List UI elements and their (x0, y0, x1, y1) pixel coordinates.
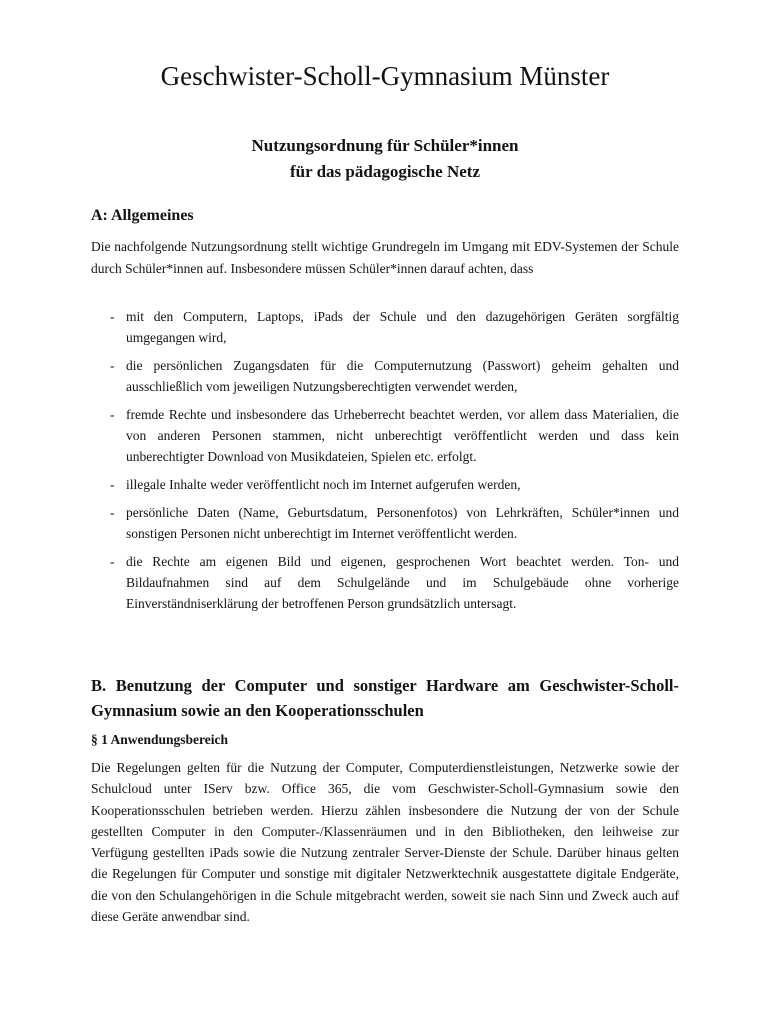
list-bullet: - (110, 505, 115, 520)
rules-list (91, 306, 679, 621)
section-a-heading: A: Allgemeines (91, 207, 194, 224)
section-a-intro: Die nachfolgende Nutzungsordnung stellt wichtige Grundregeln im Umgang mit EDV-Systemen der Schule durch Schüler*innen auf. Insbesondere müssen Schüler*innen darauf achten, dass (91, 239, 679, 276)
list-item (91, 502, 679, 544)
document-title-line-2: für das pädagogische Netz (290, 162, 480, 181)
document-title-line-1: Nutzungsordnung für Schüler*innen (251, 136, 519, 155)
list-item (91, 551, 679, 614)
document-title (0, 133, 770, 185)
list-item (91, 306, 679, 348)
list-item-text: die Rechte am eigenen Bild und eigenen, gesprochenen Wort beachtet werden. Ton- und Bildaufnahmen sind auf dem Schulgelände und im Schulgebäude ohne vorherige Einverständniserklärung der betroffenen Person grundsätzlich untersagt. (126, 554, 679, 611)
list-item-text: illegale Inhalte weder veröffentlicht noch im Internet aufgerufen werden, (126, 477, 521, 492)
list-item (91, 355, 679, 397)
list-item-text: persönliche Daten (Name, Geburtsdatum, Personenfotos) von Lehrkräften, Schüler*innen und sonstigen Personen nicht unberechtigt im Internet veröffentlicht werden. (126, 505, 679, 541)
list-item (91, 474, 679, 495)
list-bullet: - (110, 407, 115, 422)
list-bullet: - (110, 309, 115, 324)
list-item-text: die persönlichen Zugangsdaten für die Computernutzung (Passwort) geheim gehalten und ausschließlich vom jeweiligen Nutzungsberechtigten verwendet werden, (126, 358, 679, 394)
list-item-text: fremde Rechte und insbesondere das Urheberrecht beachtet werden, vor allem dass Materialien, die von anderen Personen stammen, nicht unberechtigt veröffentlicht werden und dass kein unberechtigter Download von Musikdateien, Spielen etc. erfolgt. (126, 407, 679, 464)
school-title: Geschwister-Scholl-Gymnasium Münster (160, 61, 610, 91)
paragraph-heading: § 1 Anwendungsbereich (91, 732, 229, 747)
section-b-heading: B. Benutzung der Computer und sonstiger Hardware am Geschwister-Scholl-Gymnasium sowie an den Kooperationsschulen (91, 676, 679, 720)
list-bullet: - (110, 477, 115, 492)
list-bullet: - (110, 358, 115, 373)
paragraph-body: Die Regelungen gelten für die Nutzung der Computer, Computerdienstleistungen, Netzwerke sowie der Schulcloud unter IServ bzw. Office 365, die vom Geschwister-Scholl-Gymnasium sowie den Kooperationsschulen betrieben werden. Hierzu zählen insbesondere die Nutzung der von der Schule gestellten Computer in den Computer-/Klassenräumen und in den Bibliotheken, den leihweise zur Verfügung gestellten iPads sowie die Nutzung zentraler Server-Dienste der Schule. Darüber hinaus gelten die Regelungen für Computer und sonstige mit digitaler Netzwerktechnik ausgestattete digitale Endgeräte, die von den Schulangehörigen in die Schule mitgebracht werden, soweit sie nach Sinn und Zweck auch auf diese Geräte anwendbar sind. (91, 760, 679, 925)
list-item-text: mit den Computern, Laptops, iPads der Schule und den dazugehörigen Geräten sorgfältig umgegangen wird, (126, 309, 679, 345)
list-bullet: - (110, 554, 115, 569)
list-item (91, 404, 679, 467)
